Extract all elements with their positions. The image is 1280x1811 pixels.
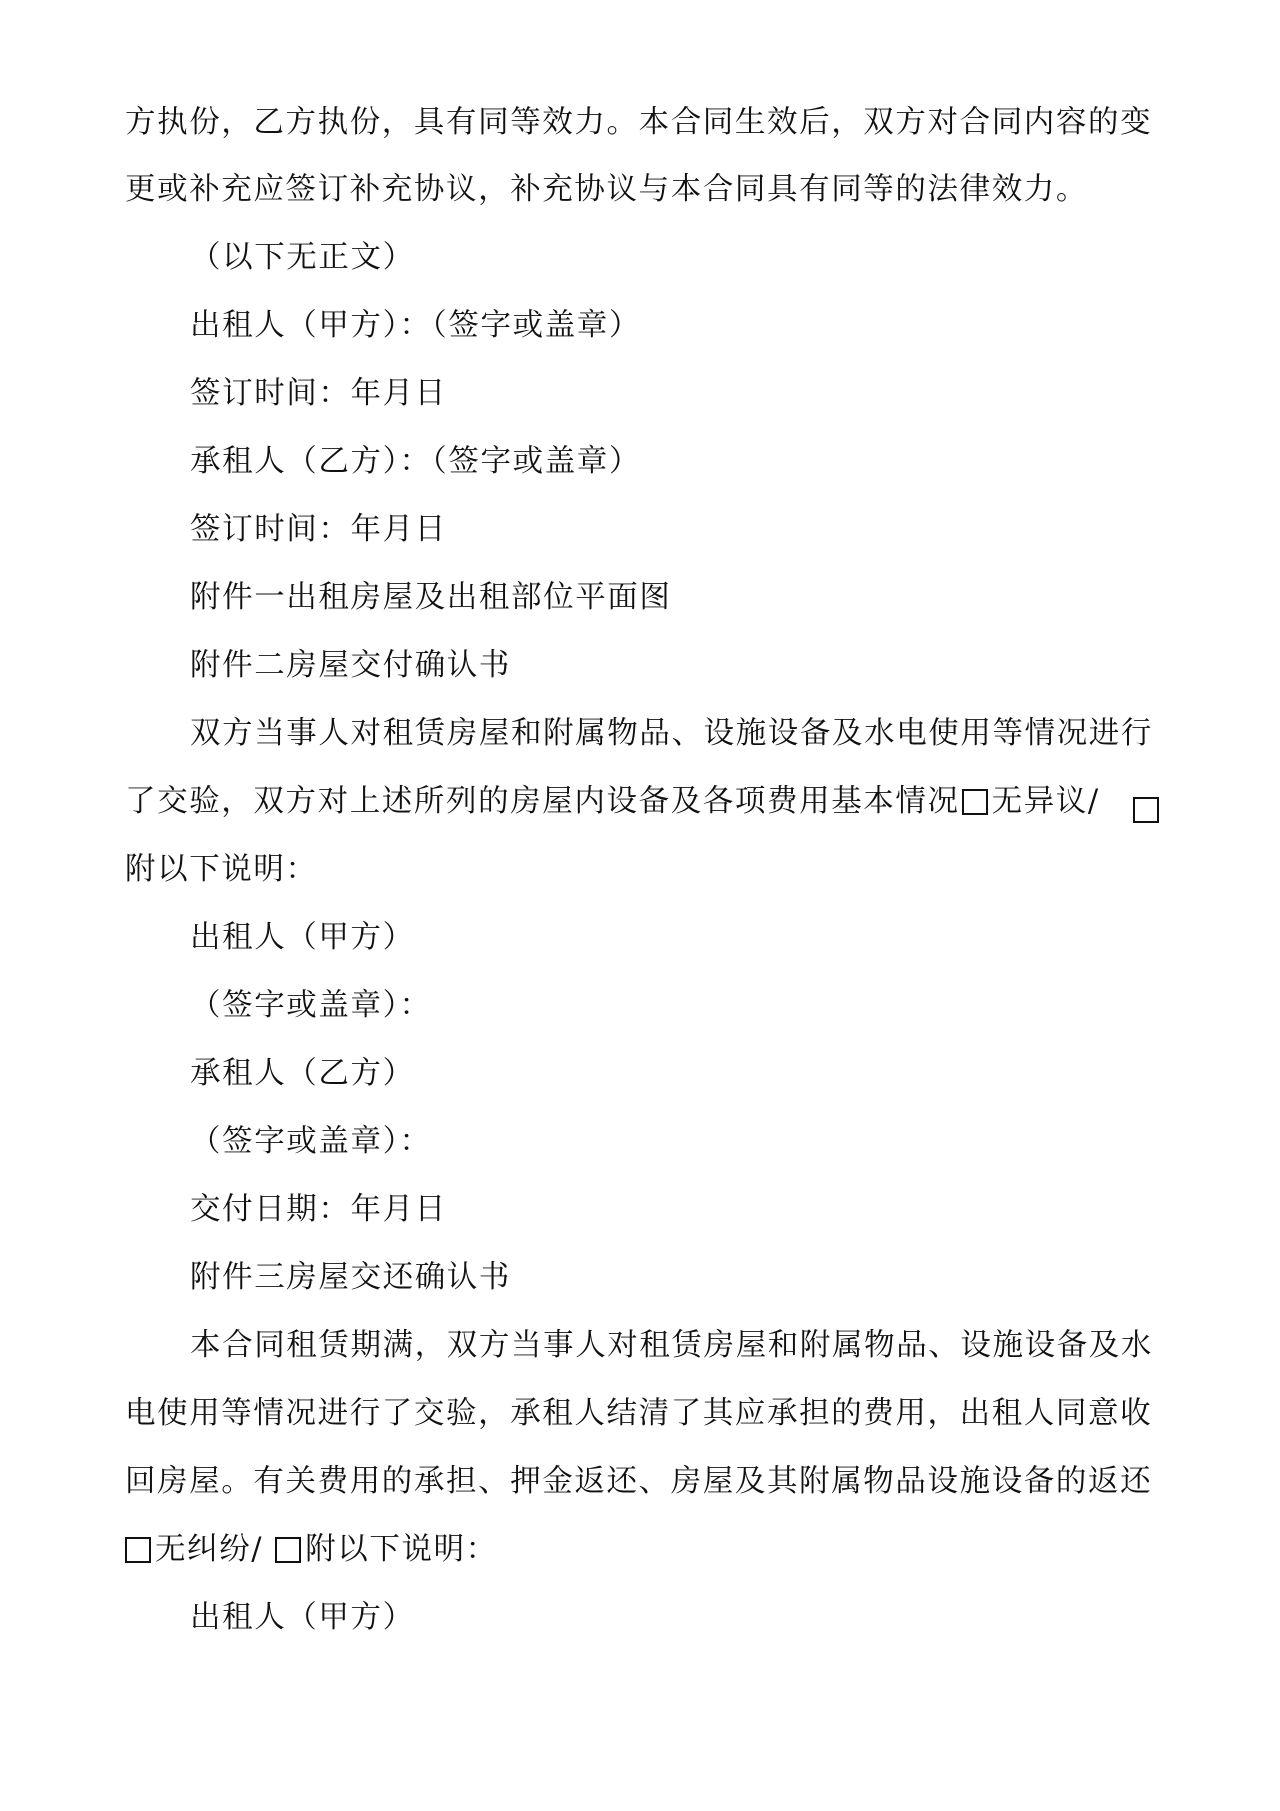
option-no-objection-label: 无异议/ xyxy=(991,784,1100,819)
delivery-lessor-sign-label: （签字或盖章）： xyxy=(190,988,432,1023)
lessee-signature-line: 承租人（乙方）：（签字或盖章） xyxy=(190,444,641,479)
checkbox-no-objection[interactable] xyxy=(962,789,988,815)
no-further-text: （以下无正文） xyxy=(190,240,415,275)
option-no-dispute-label: 无纠纷/ xyxy=(155,1532,264,1567)
paragraph-line: 附以下说明： xyxy=(125,852,318,887)
option-see-notes-label: 附以下说明： xyxy=(305,1532,498,1567)
checkbox-no-dispute[interactable] xyxy=(125,1537,151,1563)
attachment-2-heading: 附件二房屋交付确认书 xyxy=(190,648,511,683)
paragraph-text: 了交验，双方对上述所列的房屋内设备及各项费用基本情况 xyxy=(125,784,960,819)
signing-date-line: 签订时间：年月日 xyxy=(190,376,447,411)
paragraph-line: 回房屋。有关费用的承担、押金返还、房屋及其附属物品设施设备的返还 xyxy=(125,1464,1153,1499)
paragraph-line xyxy=(125,782,1100,822)
delivery-lessee-label: 承租人（乙方） xyxy=(190,1056,415,1091)
attachment-1-heading: 附件一出租房屋及出租部位平面图 xyxy=(190,580,672,615)
paragraph-line: 电使用等情况进行了交验，承租人结清了其应承担的费用，出租人同意收 xyxy=(125,1396,1153,1431)
paragraph-line: 更或补充应签订补充协议，补充协议与本合同具有同等的法律效力。 xyxy=(125,172,1088,207)
checkbox-see-notes[interactable] xyxy=(1133,797,1159,823)
lessor-signature-line: 出租人（甲方）：（签字或盖章） xyxy=(190,308,641,343)
paragraph-line xyxy=(125,1530,498,1570)
delivery-date-line: 交付日期：年月日 xyxy=(190,1192,447,1227)
checkbox-see-notes-return[interactable] xyxy=(275,1537,301,1563)
return-lessor-label: 出租人（甲方） xyxy=(190,1600,415,1635)
delivery-lessor-label: 出租人（甲方） xyxy=(190,920,415,955)
paragraph-line: 双方当事人对租赁房屋和附属物品、设施设备及水电使用等情况进行 xyxy=(190,716,1153,751)
attachment-3-heading: 附件三房屋交还确认书 xyxy=(190,1260,511,1295)
delivery-lessee-sign-label: （签字或盖章）： xyxy=(190,1124,432,1159)
signing-date-line: 签订时间：年月日 xyxy=(190,512,447,547)
paragraph-line: 方执份，乙方执份，具有同等效力。本合同生效后，双方对合同内容的变 xyxy=(125,105,1153,140)
paragraph-line: 本合同租赁期满，双方当事人对租赁房屋和附属物品、设施设备及水 xyxy=(190,1328,1153,1363)
